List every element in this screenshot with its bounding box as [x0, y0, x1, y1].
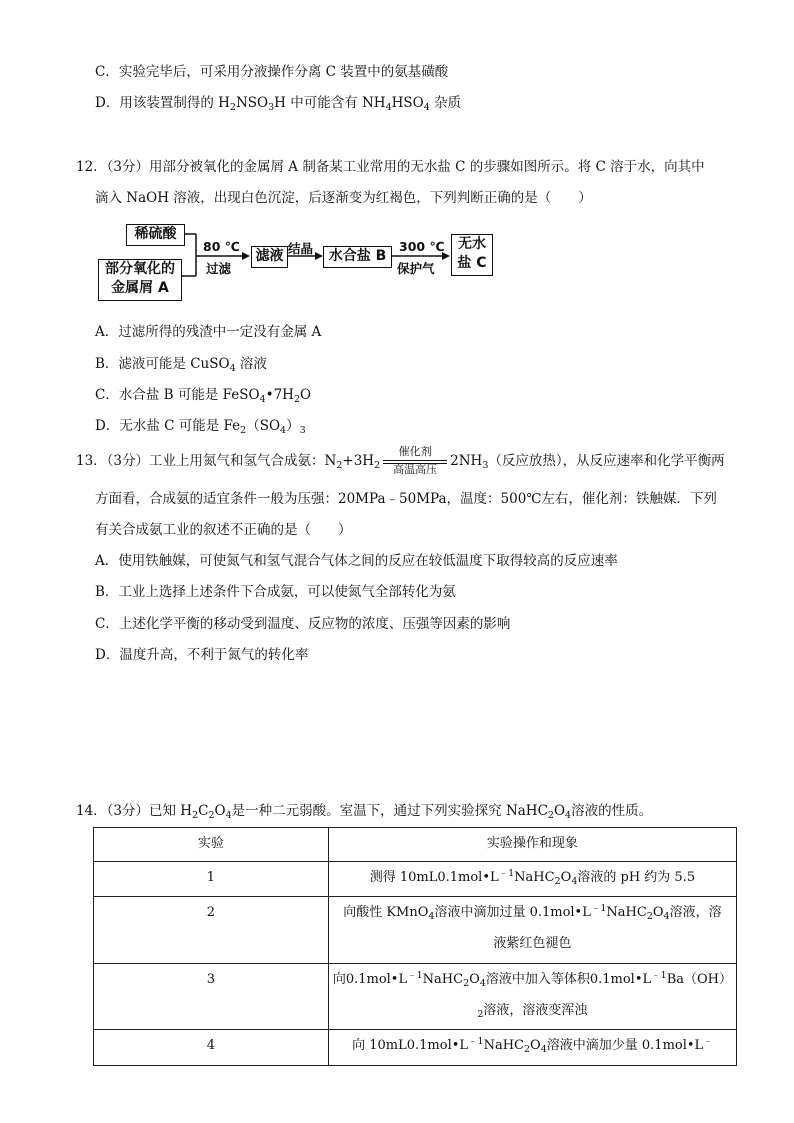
metal-box: 部分氧化的 金属屑 A	[98, 259, 182, 301]
q14-stem: 14．（3分）已知 $H_2C_2O_4$是一种二元弱酸。室温下，通过下列实验探究 $NaHC_2O_4$溶液的性质。	[76, 803, 653, 821]
q13-option-b: B．工业上选择上述条件下合成氨，可以使氮气全部转化为氨	[95, 584, 456, 600]
q13-stem-line1: 13．（3分）工业上用氮气和氢气合成氨：$N_2+3H_2$ 催化剂 高温高压 $2NH_3$（反应放热），从反应速率和化学平衡两	[76, 445, 725, 476]
header-experiment: 实验	[94, 828, 329, 862]
hydrate-box: 水合盐 B	[323, 246, 392, 268]
row-description: 向 $10mL0.1mol•L^{﹣1}NaHC_2O_4$溶液中滴加少量 0.1mol•L﹣	[328, 1030, 736, 1066]
table-row	[94, 1030, 737, 1066]
step1-temp: 80 ℃	[203, 239, 240, 254]
table-row	[94, 897, 737, 964]
row-number: 2	[94, 897, 329, 964]
q12-option-b: B．滤液可能是 CuSO$_4$ 溶液	[95, 356, 267, 374]
reaction-conditions: 催化剂 高温高压	[381, 451, 449, 471]
row-number: 4	[94, 1030, 329, 1066]
product-box: 无水 盐 C	[451, 234, 493, 276]
step3-temp: 300 ℃	[399, 239, 445, 254]
filtrate-box: 滤液	[251, 246, 288, 268]
header-operation: 实验操作和现象	[328, 828, 736, 862]
row-description: 向$0.1mol•L^{﹣1}NaHC_2O_4$溶液中加入等体积$0.1mol•L^{﹣1}Ba(OH)$ $_2$溶液，溶液变浑浊	[328, 964, 736, 1030]
q13-option-a: A．使用铁触媒，可使氮气和氢气混合气体之间的反应在较低温度下取得较高的反应速率	[95, 553, 618, 569]
q13-option-d: D．温度升高，不利于氮气的转化率	[95, 647, 309, 663]
q12-stem-line1: 12．（3分）用部分被氧化的金属屑 A 制备某工业常用的无水盐 C 的步骤如图所示。将 C 溶于水，向其中	[76, 159, 705, 175]
q13-stem-line2: 方面看，合成氨的适宜条件一般为压强：20MPa﹣50MPa，温度：500℃左右，催化剂：铁触媒．下列	[95, 491, 717, 507]
q12-option-c: C．水合盐 B 可能是 $FeSO_4•7H_2O$	[95, 387, 312, 405]
reagent-box: 稀硫酸	[126, 224, 185, 246]
row-number: 3	[94, 964, 329, 1030]
q13-option-c: C．上述化学平衡的移动受到温度、反应物的浓度、压强等因素的影响	[95, 616, 511, 632]
step1-filter: 过滤	[206, 261, 232, 276]
experiment-table	[93, 827, 737, 1066]
step3-gas: 保护气	[397, 261, 435, 276]
q11-option-c: C．实验完毕后，可采用分液操作分离 C 装置中的氨基磺酸	[95, 64, 449, 80]
q12-stem-line2: 滴入 NaOH 溶液，出现白色沉淀，后逐渐变为红褐色，下列判断正确的是（ ）	[95, 190, 592, 206]
q13-stem-line3: 有关合成氨工业的叙述不正确的是（ ）	[95, 522, 352, 538]
row-number: 1	[94, 862, 329, 897]
row-description: 测得 $10mL0.1mol•L^{﹣1}NaHC_2O_4$溶液的 pH 约为 5.5	[328, 862, 736, 897]
row-description: 向酸性 KMnO$_4$溶液中滴加过量 $0.1mol•L^{﹣1}NaHC_2O_4$溶液，溶 液紫红色褪色	[328, 897, 736, 964]
q12-option-d: D．无水盐 C 可能是 $Fe_2(SO_4)_3$	[95, 418, 306, 436]
table-header-row	[94, 828, 737, 862]
q11-option-d: D．用该装置制得的 $H_2NSO_3H$ 中可能含有 $NH_4HSO_4$ 杂质	[95, 95, 462, 113]
q12-option-a: A．过滤所得的残渣中一定没有金属 A	[95, 324, 322, 340]
step2-crystallize: 结晶	[288, 241, 314, 256]
table-row	[94, 862, 737, 897]
table-row	[94, 964, 737, 1030]
